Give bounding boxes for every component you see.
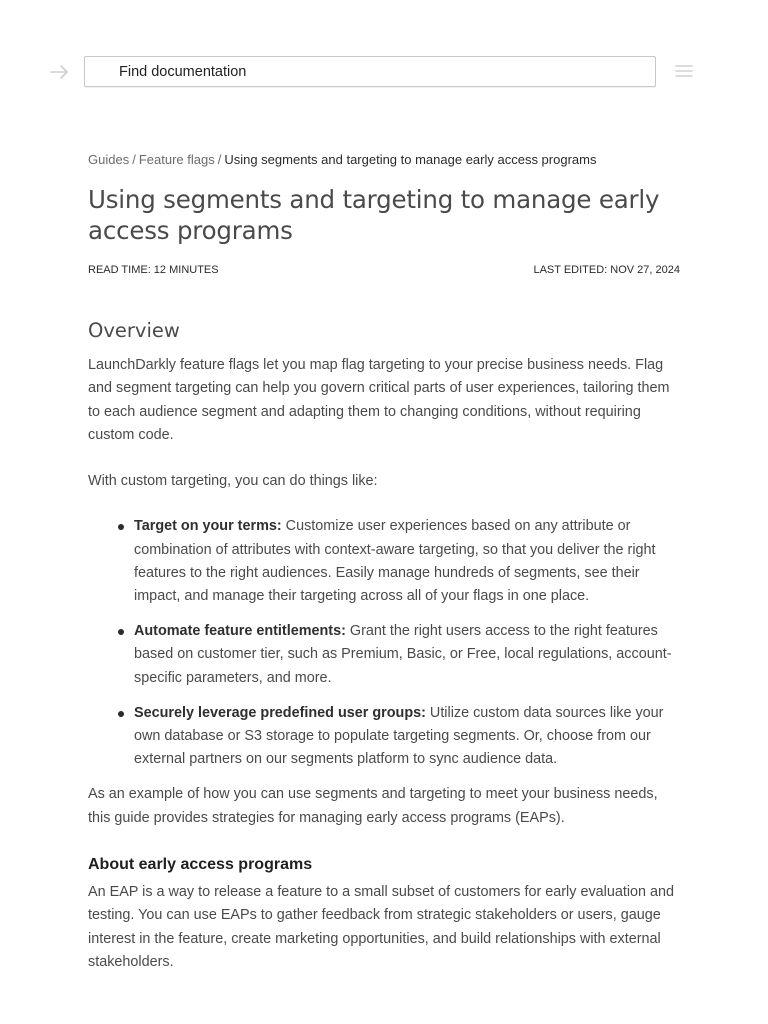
- breadcrumb-link-feature-flags[interactable]: Feature flags: [138, 152, 215, 167]
- list-item-text: Grant the right users access to the right features based on customer tier, such as Premium, Basic, or Free, local regulations, account-specific parameters, and more.: [134, 623, 672, 686]
- breadcrumb-current: Using segments and targeting to manage early access programs: [224, 152, 597, 167]
- search-input[interactable]: [119, 61, 639, 83]
- top-bar: [0, 0, 768, 120]
- targeting-list: [88, 515, 680, 771]
- overview-heading: Overview: [88, 319, 180, 342]
- arrow-right-icon[interactable]: [48, 60, 72, 84]
- list-item: [134, 702, 680, 772]
- search-box[interactable]: [84, 56, 656, 87]
- breadcrumb: [88, 150, 680, 170]
- overview-intro-paragraph: With custom targeting, you can do things like:: [88, 473, 378, 490]
- last-edited: LAST EDITED: NOV 27, 2024: [533, 264, 680, 276]
- list-item-lead: Automate feature entitlements:: [134, 623, 346, 640]
- hamburger-menu-icon[interactable]: [674, 62, 694, 80]
- example-paragraph: As an example of how you can use segments and targeting to meet your business needs, this guide provides strategies for managing early access programs (EAPs).: [88, 786, 658, 826]
- eap-paragraph: An EAP is a way to release a feature to a small subset of customers for early evaluation and testing. You can use EAPs to gather feedback from strategic stakeholders or users, gauge interest in the feature, create marketing opportunities, and build relationships with external stakeholders.: [88, 884, 675, 970]
- page-title: Using segments and targeting to manage early access programs: [88, 185, 660, 245]
- list-item-text: Utilize custom data sources like your own database or S3 storage to populate targeting segments. Or, choose from our external partners on our segments platform to sync audience data.: [134, 704, 664, 768]
- list-item: [134, 620, 680, 690]
- overview-paragraph: LaunchDarkly feature flags let you map flag targeting to your precise business needs. Flag and segment targeting can help you govern critical parts of user experiences, tailoring them to each audience segment and adapting them to changing conditions, without requiring custom code.: [88, 357, 670, 443]
- list-item-text: Customize user experiences based on any attribute or combination of attributes with context-aware targeting, so that you deliver the right features to the right audiences. Easily manage hundreds of segments, see their impact, and manage their targeting across all of your flags in one place.: [134, 518, 656, 605]
- list-item-lead: Target on your terms:: [134, 518, 282, 535]
- article-content: [88, 150, 680, 974]
- breadcrumb-separator: /: [217, 152, 222, 167]
- list-item-lead: Securely leverage predefined user groups:: [134, 704, 426, 721]
- breadcrumb-separator: /: [132, 152, 136, 167]
- list-item: [134, 515, 680, 608]
- breadcrumb-link-guides[interactable]: Guides: [88, 152, 130, 167]
- eap-heading: About early access programs: [88, 856, 313, 874]
- article-meta: [88, 262, 680, 278]
- read-time: READ TIME: 12 MINUTES: [88, 264, 219, 276]
